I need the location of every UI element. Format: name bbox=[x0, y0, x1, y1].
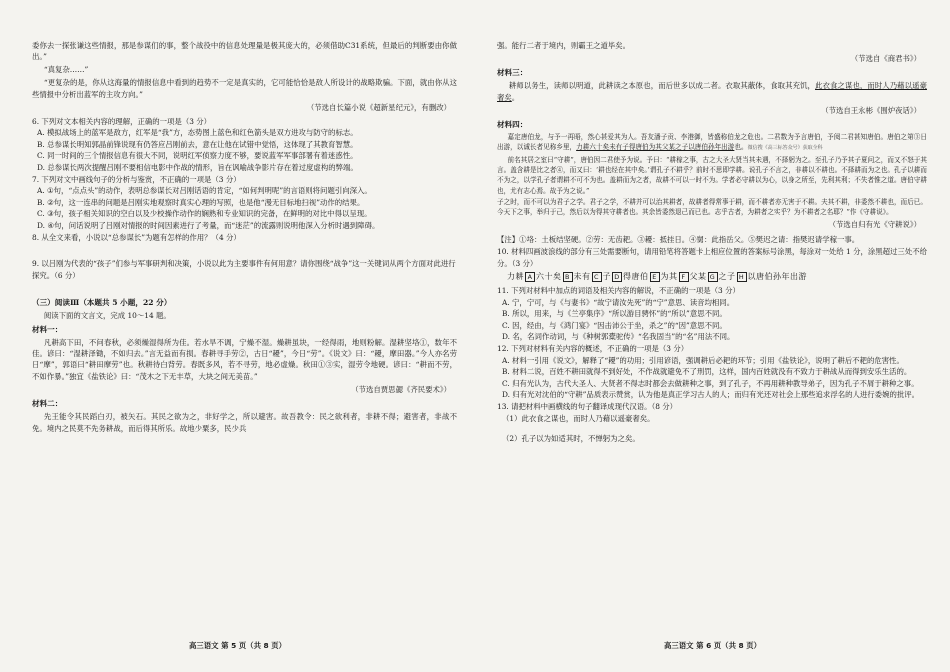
question-13-part-2: （2）孔子以为如适其时，不惮躬为之矣。 bbox=[502, 434, 640, 444]
option-12c: C. 归有光认为，古代大圣人、大贤者不得志时都会去做耕种之事，到了孔子，不再用耕种教导弟子，因为孔子不屑于耕种之事。 bbox=[502, 378, 919, 388]
break-mark-box: D bbox=[612, 272, 622, 282]
material-1-text: 凡耕高下田，不问春秋，必须燥湿得所为佳。若水旱不调，宁燥不湿。燥耕虽块，一经得雨，地则粉解。湿耕坚垎①，数年不佳。谚曰：“湿耕泽锄，不如归去。”言无益而有损。春耕寻手劳②，古日“耰”，今日“劳”。《说文》曰：“耰，摩田器。”今人亦名劳日“摩”，郭语曰“耕田摩劳”也。秋耕待白背劳。春既多风，若不寻劳，地必虚燥。秋田①③实，湿劳令地硬。谚曰：“耕而不劳，不如作暴。”独宜《盐铁论》曰：“茂木之下无丰草，大块之间无美苗。” bbox=[32, 337, 457, 381]
section-instruction: 阅读下面的文言文，完成 10～14 题。 bbox=[43, 311, 171, 321]
option-7a: A. ①句，“点点头”的动作，表明总参谋长对吕刚话语的肯定，“如何判明呢”的言语则将问题引向深入。 bbox=[37, 186, 372, 196]
question-10: 10. 材料四画波浪线的部分有三处需要断句，请用铅笔将答题卡上相应位置的答案标号涂黑，每涂对一处给 1 分，涂黑超过三处不给分。（3 分） bbox=[497, 247, 927, 268]
passage-paragraph: 委你去一探张谦这些情报，那是参谋们的事，整个战役中的信息处理量是极其庞大的，必须借助C31系统，但最后的判断要由你做出。” bbox=[32, 41, 457, 62]
break-mark-box: F bbox=[679, 272, 689, 282]
left-column bbox=[32, 40, 457, 435]
material-4-text: 子之时，而不可以为君子之学。君子之学，不耕并可以治其耕者，故耕者得常事于耕，而不耕者亦无害于不耕。夫其不耕，非委然不耕也，而后已。今天下之事，举归于己，然后以为得其守耕者也。其余皆委然退己而已也。志乎古者，为耕者之实乎？为不耕者之名耶？”作《守耕说》。 bbox=[497, 198, 927, 217]
break-mark-box: B bbox=[563, 272, 573, 282]
answer-space bbox=[32, 243, 457, 257]
question-13-part-1: （1）此衣食之谋也，而时人乃藉以遥豪奢矣。 bbox=[502, 413, 655, 423]
source-citation: （节选自长篇小说《超新星纪元》，有删改） bbox=[306, 102, 451, 112]
material-4-text: 嘉定唐伯龙，与予一再晤，然心甚爱其为人。吾友潘子贡、李港御，皆盛称伯龙之危也。二君数为予言唐伯，予阅二君甚知唐伯。唐伯之第③日出游，以诚长者见称乡里，力耕六十矣未有子得唐伯为其父某之子以唐伯孙年出游也。微信搜《高三标答众号》获取全科 bbox=[497, 133, 927, 152]
source-citation: （节选自《商君书》） bbox=[850, 53, 921, 63]
answer-space bbox=[497, 424, 927, 433]
option-11c: C. 因，经由，与《鸿门宴》“因击沛公于坐，杀之”的“因”意思不同。 bbox=[502, 320, 727, 330]
underlined-sentence: 此衣食之谋也，而时人乃藉以遥豪奢矣 bbox=[497, 81, 927, 102]
page-footer: 高三语文 第 6 页（共 8 页） bbox=[663, 641, 762, 650]
sentence-break-line: 力耕 A 六十矣 B 未有 C 子 D 得唐伯 E 为其 F 父某 G 之子 H 以唐伯孙年出游 bbox=[507, 272, 807, 282]
answer-space bbox=[32, 281, 457, 295]
passage-paragraph: “真复杂……” bbox=[43, 65, 89, 75]
source-citation: （节选自王永彬《围炉夜话》） bbox=[821, 105, 921, 115]
break-mark-box: E bbox=[650, 272, 660, 282]
break-mark-box: H bbox=[737, 272, 747, 282]
section-heading: （三）阅读Ⅲ（本题共 5 小题，22 分） bbox=[32, 298, 172, 308]
break-mark-box: A bbox=[525, 272, 535, 282]
material-1-title: 材料一： bbox=[32, 324, 63, 334]
question-13: 13. 请把材料中画横线的句子翻译成现代汉语。（8 分） bbox=[497, 402, 678, 412]
option-11a: A. 宁，宁可，与《与妻书》“故宁请汝先死”的“宁”意思、读音均相同。 bbox=[502, 297, 735, 307]
option-12d: D. 归有光对沈伯的“守耕”品质表示赞赏，认为他是真正学习古人的人；而归有光还对社会上那些追求浮名的人进行委婉的批评。 bbox=[502, 389, 920, 399]
break-mark-box: G bbox=[708, 272, 718, 282]
material-3-text: 耕师以务生，读师以明道，此耕读之本原也，而后世多以成二者。衣取其蔽体，食取其充饥，此衣食之谋也，而时人乃藉以遥豪奢矣。 bbox=[497, 81, 927, 102]
option-6d: D. 总参谋长两次提醒吕刚不要相信电影中作战的情形，旨在讽喻战争影片存在着过度虚构的弊端。 bbox=[37, 162, 358, 172]
question-8: 8. 从全文来看，小说以“总参谋长”为题有怎样的作用？（4 分） bbox=[32, 233, 241, 242]
material-4-text: 前名其居之室曰“守耕”，唐伯因二君使予为说。予曰：“耕稼之事，古之大圣大贤当其未遇，不择躬为之。至孔子乃予其子夏问之，而又不怒于其言。盖含耕是比之者④，而又曰：‘耕也经在其中矣。’谓孔子不耕乎？前时不思即学耕。说孔子不言之，非耕以不耕也。不择耕而为之也。孔子以耕而不为之，以学孔子者谓耕不可不为也。盖耕而为之者，故耕不可以一时不为。学者必守耕以为心，以身之所至，先利其利；不失者惟之道。唐伯守耕也，尤有志心焉。故予为之说。” bbox=[497, 155, 927, 195]
material-4-title: 材料四： bbox=[497, 120, 528, 130]
material-2-title: 材料二： bbox=[32, 399, 63, 409]
option-6b: B. 总参谋长明知郭晶前锋说现有仍答应吕刚前去，意在让他在试错中觉悟，这体现了其教育智慧。 bbox=[37, 139, 358, 149]
option-6c: C. 同一时间的三个情报信息有很大不同，说明红军侦察力度不够，要说蓝军军事部署有着迷惑性。 bbox=[37, 151, 358, 161]
question-6: 6. 下列对文本相关内容的理解，正确的一项是（3 分） bbox=[32, 116, 212, 126]
option-11d: D. 名，名词作动词，与《种树郭橐驼传》“名我固当”的“名”用法不同。 bbox=[502, 331, 735, 341]
option-7b: B. ②句，这一连串的问题是吕刚实地观察时真实心理的写照，也是他“漫无目标地扫视”动作的结果。 bbox=[37, 197, 365, 207]
option-6a: A. 模拟战场上的蓝军是敌方，红军是“我”方，态势图上蓝色和红色箭头是双方进攻与防守的标志。 bbox=[37, 128, 358, 138]
option-12a: A. 材料一引用《说文》，解释了“耰”的功用；引用谚语，强调耕后必耙的环节；引用《盐铁论》，说明了耕后不耙的危害性。 bbox=[502, 355, 904, 365]
annotation-note: 【注】①垎：土板结坚硬。②劳：无齿耙。③耰：抵挂日。④舅：此指岳父。⑤樊迟之请：指樊迟请学稼一事。 bbox=[497, 234, 860, 244]
option-12b: B. 材料二说，百姓不耕田就得不到好处，不作战就避免不了刑罚，这样，国内百姓就没有不致力于耕战从而得到安乐生活的。 bbox=[502, 367, 912, 377]
watermark-text: 微信搜《高三标答众号》获取全科 bbox=[747, 145, 823, 152]
question-7: 7. 下列对文中画线句子的分析与鉴赏，不正确的一项是（3 分） bbox=[32, 174, 241, 184]
source-citation: （节选自归有光《守耕说》） bbox=[828, 220, 921, 230]
question-12: 12. 下列对材料有关内容的概述，不正确的一项是（3 分） bbox=[497, 344, 689, 354]
wavy-underlined-sentence: 力耕六十矣未有子得唐伯为其父某之子以唐伯孙年出游 bbox=[576, 143, 735, 152]
material-3-title: 材料三： bbox=[497, 68, 528, 78]
right-page bbox=[475, 0, 950, 672]
source-citation: （节选自贾思勰《齐民要术》） bbox=[351, 384, 451, 394]
passage-paragraph: 强。能行二者于境内，则霸王之道毕矣。 bbox=[497, 41, 631, 50]
question-11: 11. 下列对材料中加点的词语及相关内容的解说，不正确的一项是（3 分） bbox=[497, 286, 740, 296]
option-11b: B. 所以，用来，与《兰亭集序》“所以游目骋怀”的“所以”意思不同。 bbox=[502, 309, 727, 319]
page-footer: 高三语文 第 5 页（共 8 页） bbox=[188, 641, 287, 650]
break-mark-box: C bbox=[592, 272, 602, 282]
option-7d: D. ④句，问话说明了吕刚对情报的时间因素进行了考量，而“迷茫”的流露则说明他深入分析时遇到障碍。 bbox=[37, 220, 380, 230]
option-7c: C. ③句，孩子相关知识的空白以及少校操作动作的娴熟和专业知识的完备，在鲜明的对比中得以呈现。 bbox=[37, 209, 372, 219]
material-2-text: 先王能令其民蹈白刃，被矢石。其民之欲为之，非好学之，所以避害。故吾教令：民之欲利者，非耕不得；避害者，非战不免。境内之民莫不先务耕战，而后得其所乐。故地少粟多，民少兵 bbox=[32, 412, 457, 433]
passage-paragraph: “更复杂的是，你从这海量的情报信息中看到的趋势不一定是真实的，它可能恰恰是敌人所设计的战略欺骗。下面，就由你从这些情报中分析出蓝军的主攻方向。” bbox=[32, 78, 457, 99]
right-column bbox=[497, 40, 927, 445]
question-9: 9. 以吕刚为代表的“孩子”们参与军事研判和决策，小说以此为主要事件有何用意？请你围绕“战争”这一关键词从两个方面对此进行探究。（6 分） bbox=[32, 259, 456, 280]
